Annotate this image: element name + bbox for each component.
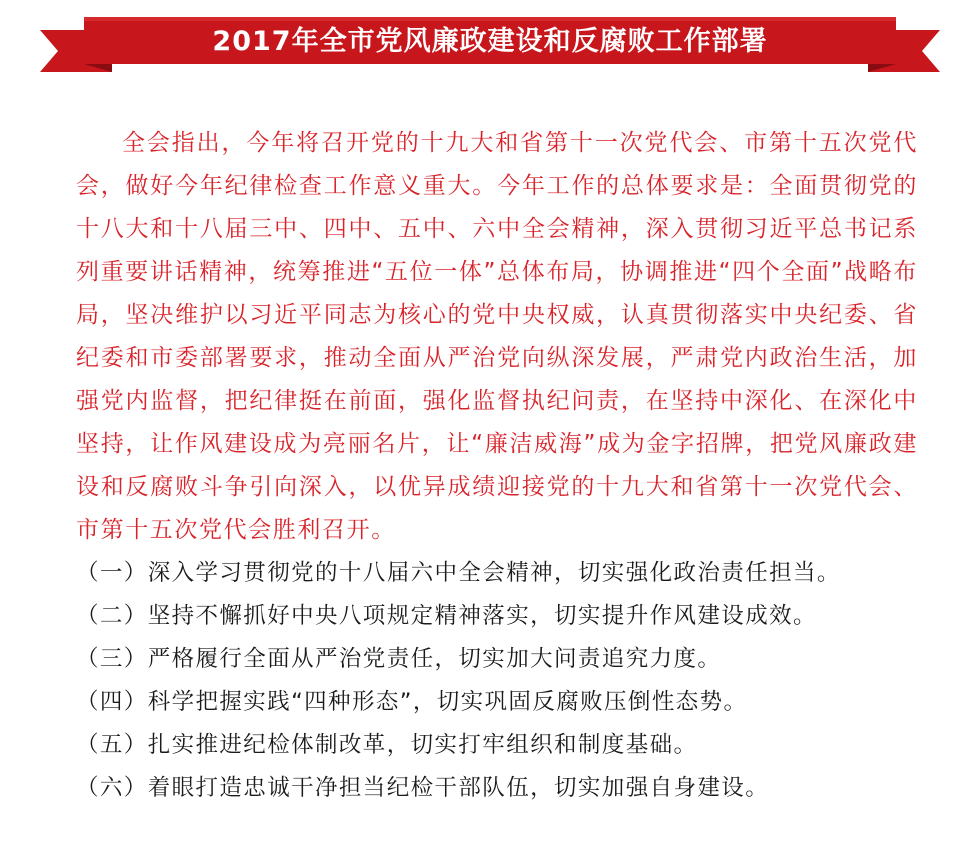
- list-item: （二）坚持不懈抓好中央八项规定精神落实，切实提升作风建设成效。: [76, 603, 817, 629]
- page-title: 2017年全市党风廉政建设和反腐败工作部署: [212, 26, 768, 57]
- list-item: （三）严格履行全面从严治党责任，切实加大问责追究力度。: [76, 646, 722, 672]
- list-item: （六）着眼打造忠诚干净担当纪检干部队伍，切实加强自身建设。: [76, 775, 770, 801]
- article-body: [76, 122, 918, 810]
- list-item: （四）科学把握实践“四种形态”，切实巩固反腐败压倒性态势。: [76, 689, 748, 715]
- intro-paragraph: 全会指出，今年将召开党的十九大和省第十一次党代会、市第十五次党代会，做好今年纪律检查工作意义重大。今年工作的总体要求是：全面贯彻党的十八大和十八届三中、四中、五中、六中全会精神，深入贯彻习近平总书记系列重要讲话精神，统筹推进“五位一体”总体布局，协调推进“四个全面”战略布局，坚决维护以习近平同志为核心的党中央权威，认真贯彻落实中央纪委、省纪委和市委部署要求，推动全面从严治党向纵深发展，严肃党内政治生活，加强党内监督，把纪律挺在前面，强化监督执纪问责，在坚持中深化、在深化中坚持，让作风建设成为亮丽名片，让“廉洁威海”成为金字招牌，把党风廉政建设和反腐败斗争引向深入，以优异成绩迎接党的十九大和省第十一次党代会、市第十五次党代会胜利召开。: [76, 130, 918, 543]
- title-ribbon: [0, 0, 980, 82]
- list-item: （五）扎实推进纪检体制改革，切实打牢组织和制度基础。: [76, 732, 698, 758]
- ribbon-highlight: [84, 17, 896, 21]
- list-item: （一）深入学习贯彻党的十八届六中全会精神，切实强化政治责任担当。: [76, 560, 841, 586]
- task-list: [76, 552, 918, 810]
